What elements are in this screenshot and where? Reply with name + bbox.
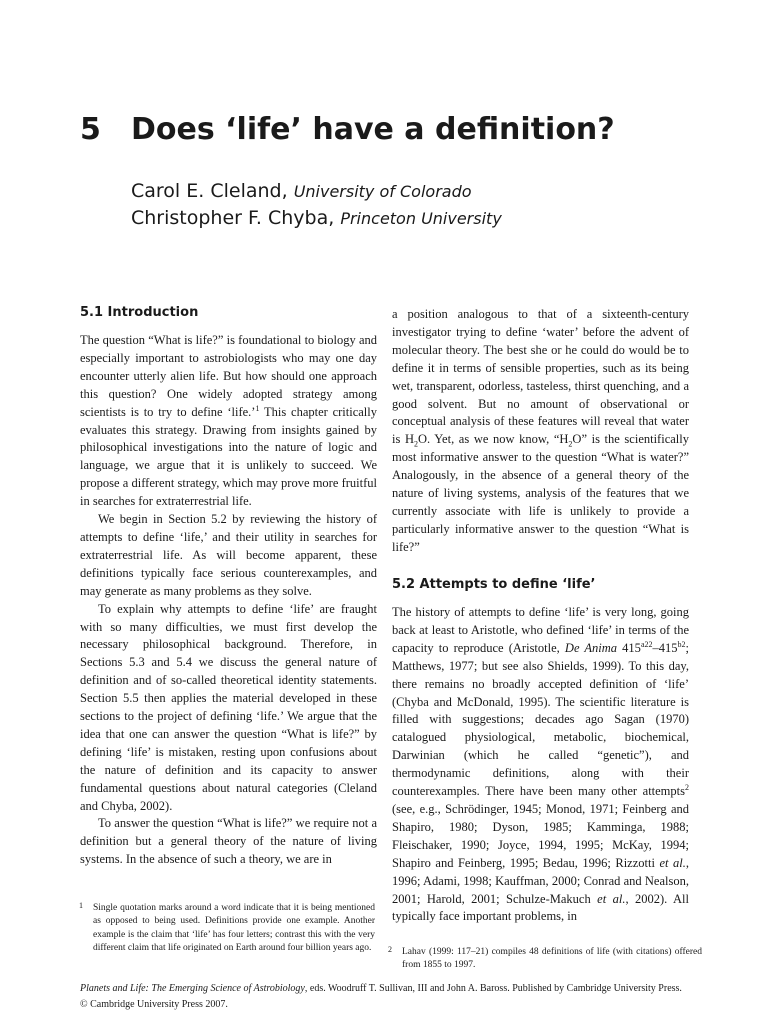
author-affiliation: University of Colorado [293, 182, 472, 201]
paragraph: We begin in Section 5.2 by reviewing the history of attempts to define ‘life,’ and their utility in searches for extraterrestrial life. As will become apparent, these definitions typically face serious counterexamples, and may generate as many problems as they solve. [80, 512, 377, 598]
right-column-section-2 [392, 604, 689, 926]
footnote-text: Lahav (1999: 117–21) compiles 48 definitions of life (with citations) offered from 1855 to 1997. [402, 947, 702, 971]
paragraph: a position analogous to that of a sixteenth-century investigator trying to define ‘water’ before the advent of molecular theory. The best she or he could do would be to define it in terms of sensible properties, such as its being wet, transparent, odorless, tasteless, thirst quenching, and a good solvent. But no amount of observational or conceptual analysis of these features will reveal that water is $H_2O$. Yet, as we now know, “$H_2O$” is the scientifically most informative answer to the question “What is water?” Analogously, in the absence of a general theory of the nature of living systems, analysis of the features that we currently associate with life is unlikely to provide a particularly informative answer to the question “What is life?” [392, 307, 689, 554]
paragraph: To answer the question “What is life?” we require not a definition but a general theory of the nature of living systems. In the absence of such a theory, we are in [80, 816, 377, 867]
author-block [131, 178, 502, 232]
right-column [392, 306, 689, 557]
footnote-mark: 2 [388, 945, 392, 954]
paragraph: The question “What is life?” is foundational to biology and especially important to astrobiologists who may one day encounter utterly alien life. But how should one approach this question? One widely adopted strategy among scientists is to try to define ‘life.’$^1$ This chapter critically evaluates this strategy. Drawing from insights gained by philosophical investigations into the nature of logic and language, we argue that it is unlikely to succeed. We propose a different strategy, which may prove more fruitful in searches for extraterrestrial life. [80, 333, 378, 509]
page-footer [80, 981, 689, 1013]
footnote-ref: 2 [685, 782, 689, 792]
paragraph: To explain why attempts to define ‘life’ are fraught with so many difficulties, we must first develop the necessary philosophical background. Therefore, in Sections 5.3 and 5.4 we discuss the general nature of definition and of so-called theoretical identity statements. Section 5.5 then applies the material developed in these sections to the project of defining ‘life.’ We argue that the idea that one can answer the question “What is life?” by defining ‘life’ is mistaken, resting upon confusions about the nature of definition and its capacity to answer fundamental questions about natural categories (Cleland and Chyba, 2002). [80, 601, 377, 813]
footnote-ref: 1 [255, 403, 260, 413]
footnote-mark: 1 [79, 901, 83, 910]
chapter-title: Does ‘life’ have a definition? [131, 112, 615, 147]
paragraph: The history of attempts to define ‘life’ is very long, going back at least to Aristotle, who defined ‘life’ in terms of the capacity to reproduce (Aristotle, De Anima $415^{a22}-415^{b2}$; Matthews, 1977; but see also Shields, 1999). To this day, there remains no broadly accepted definition of ‘life’ (Chyba and McDonald, 1995). The scientific literature is filled with suggestions; decades ago Sagan (1970) catalogued physiological, metabolic, biochemical, Darwinian (which he called “genetic”), and thermodynamic definitions, along with their counterexamples. There have been many other attempts$^2$ (see, e.g., Schrödinger, 1945; Monod, 1971; Feinberg and Shapiro, 1980; Dyson, 1985; Kamminga, 1988; Fleischaker, 1990; Joyce, 1994, 1995; McKay, 1994; Shapiro and Feinberg, 1995; Bedau, 1996; Rizzotti et al., 1996; Adami, 1998; Kauffman, 2000; Conrad and Nealson, 2001; Harold, 2001; Schulze-Makuch et al., 2002). All typically face important problems, in [392, 605, 689, 924]
book-title: Planets and Life: The Emerging Science of Astrobiology [80, 983, 305, 994]
author-name: Christopher F. Chyba, [131, 207, 335, 229]
author-line [131, 205, 502, 232]
footnote-1 [79, 901, 375, 956]
author-name: Carol E. Cleland, [131, 180, 288, 202]
footnote-2 [388, 945, 702, 973]
chapter-number: 5 [80, 112, 101, 147]
section-heading-introduction: 5.1 Introduction [80, 305, 199, 320]
left-column [80, 332, 377, 869]
author-line [131, 178, 502, 205]
author-affiliation: Princeton University [340, 209, 502, 228]
publication-info: , eds. Woodruff T. Sullivan, III and John A. Baross. Published by Cambridge University Press. © Cambridge University Press 2007. [80, 983, 682, 1010]
section-heading-attempts: 5.2 Attempts to define ‘life’ [392, 577, 596, 592]
footnote-text: Single quotation marks around a word indicate that it is being mentioned as opposed to being used. Definitions provide one example. Another example is the claim that ‘life’ has four letters; contrast this with the very different claim that life originated on Earth around four billion years ago. [93, 903, 375, 954]
